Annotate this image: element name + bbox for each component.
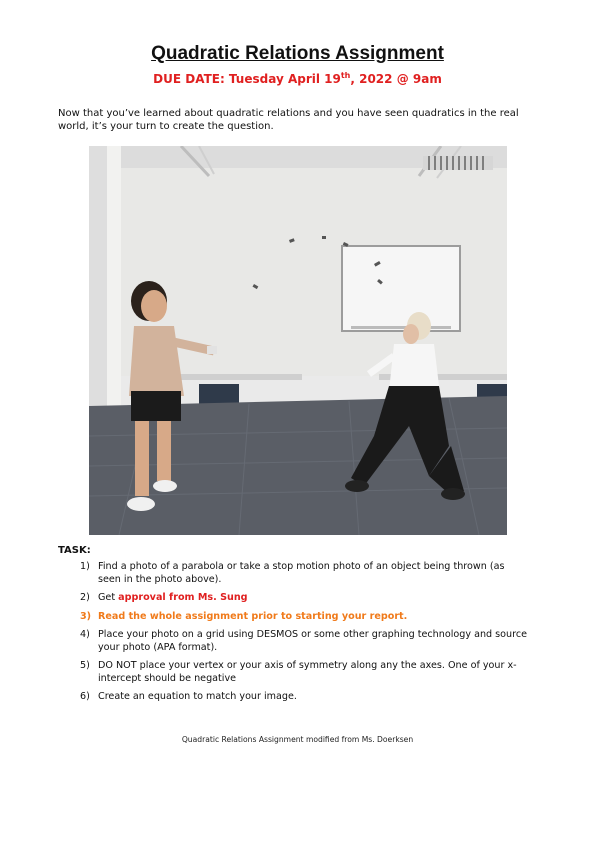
task-text: Find a photo of a parabola or take a stop motion photo of an object being thrown (as seen in the photo above). — [98, 561, 505, 585]
list-item — [80, 592, 530, 605]
stop-motion-photo — [89, 146, 507, 535]
page-footer: Quadratic Relations Assignment modified from Ms. Doerksen — [181, 735, 414, 744]
list-number: 3) — [80, 610, 92, 622]
task-text: DO NOT place your vertex or your axis of symmetry along any the axes. One of your x-intercept should be negative — [98, 660, 517, 684]
list-number: 2) — [80, 592, 90, 603]
list-item — [80, 691, 530, 704]
due-date-ordinal: th — [340, 71, 351, 80]
task-emphasis: Read the whole assignment prior to starting your report. — [98, 610, 408, 622]
task-text: Place your photo on a grid using DESMOS or some other graphing technology and source your photo (APA format). — [98, 629, 528, 653]
intro-paragraph: Now that you’ve learned about quadratic relations and you have seen quadratics in the real world, it’s your turn to create the question. — [58, 108, 519, 132]
list-item — [80, 561, 530, 586]
task-heading: TASK: — [58, 545, 91, 556]
list-number: 1) — [80, 561, 90, 572]
task-list — [80, 561, 530, 710]
due-date-suffix: , 2022 @ 9am — [350, 72, 442, 86]
list-item — [80, 611, 530, 624]
task-text: Create an equation to match your image. — [98, 691, 297, 702]
list-number: 5) — [80, 660, 90, 671]
due-date-prefix: DUE DATE: Tuesday April 19 — [153, 72, 341, 86]
page-title: Quadratic Relations Assignment — [151, 43, 444, 64]
list-item — [80, 660, 530, 685]
list-item — [80, 629, 530, 654]
task-text: Get — [98, 592, 119, 603]
due-date — [0, 71, 595, 86]
list-number: 6) — [80, 691, 90, 702]
list-number: 4) — [80, 629, 90, 640]
task-emphasis: approval from Ms. Sung — [118, 592, 248, 603]
